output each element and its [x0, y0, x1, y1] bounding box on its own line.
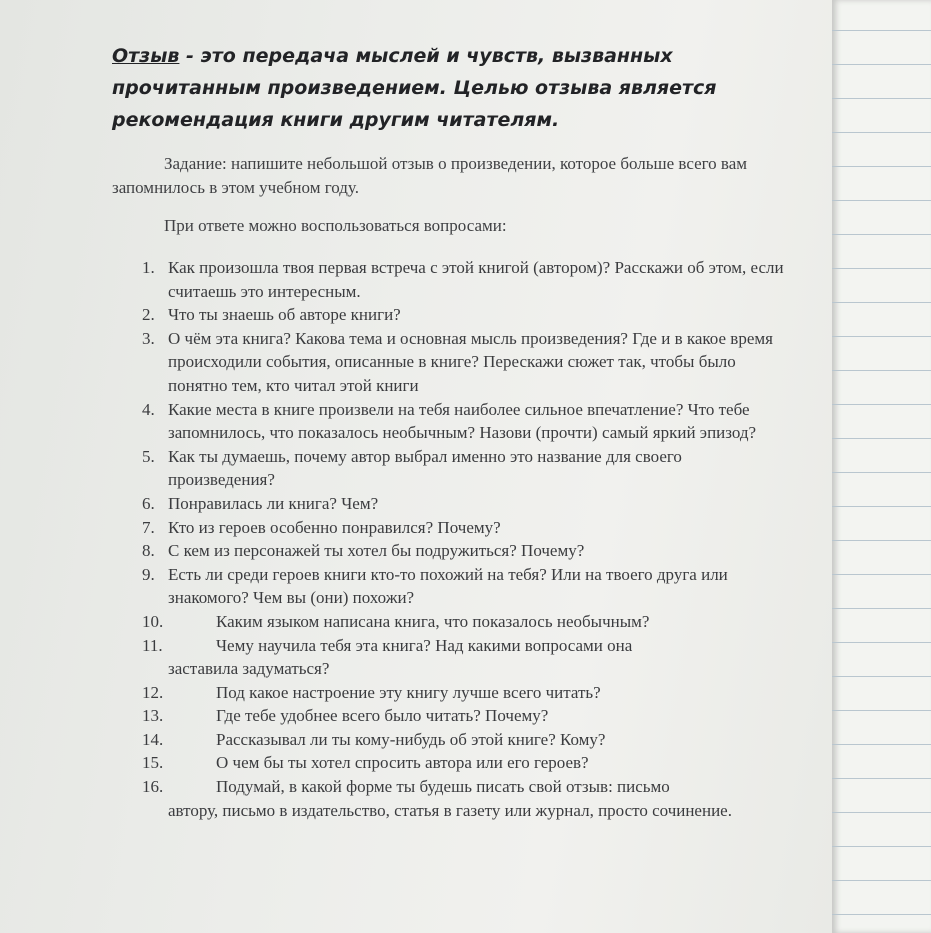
notebook-rule [832, 778, 931, 779]
question-text: Что ты знаешь об авторе книги? [168, 305, 401, 325]
question-number: 5. [142, 446, 155, 466]
list-item [112, 634, 792, 681]
list-item [112, 327, 792, 398]
review-definition-text: - это передача мыслей и чувств, вызванных прочитанным произведением. Целью отзыва является рекомендация книги другим читателям. [112, 45, 717, 131]
notebook-rule [832, 336, 931, 337]
list-item [112, 445, 792, 492]
list-item [112, 775, 792, 822]
notebook-rule [832, 98, 931, 99]
list-item [112, 516, 792, 540]
notebook-page-edge [832, 0, 931, 933]
document-body [112, 40, 792, 822]
question-text-continued: заставила задуматься? [168, 659, 330, 679]
question-text: Подумай, в какой форме ты будешь писать свой отзыв: письмо [216, 777, 670, 797]
notebook-rule [832, 268, 931, 269]
list-item [112, 256, 792, 303]
assignment-text: Задание: напишите небольшой отзыв о произведении, которое больше всего вам запомнилось в этом учебном году. [112, 154, 748, 197]
question-number: 14. [142, 729, 164, 749]
list-item [112, 303, 792, 327]
question-text: Чему научила тебя эта книга? Над какими вопросами она [216, 635, 633, 655]
list-item [112, 398, 792, 445]
notebook-rule [832, 846, 931, 847]
questions-hint: При ответе можно воспользоваться вопросами: [164, 216, 507, 235]
notebook-rule [832, 302, 931, 303]
notebook-rule [832, 438, 931, 439]
notebook-rule [832, 370, 931, 371]
notebook-rule [832, 710, 931, 711]
notebook-rule [832, 30, 931, 31]
question-text: Как произошла твоя первая встреча с этой книгой (автором)? Расскажи об этом, если считаешь это интересным. [168, 258, 784, 301]
question-number: 3. [142, 328, 155, 348]
list-item [112, 751, 792, 775]
list-item [112, 492, 792, 516]
notebook-rule [832, 404, 931, 405]
notebook-rule [832, 812, 931, 813]
list-item [112, 610, 792, 634]
question-text: Под какое настроение эту книгу лучше всего читать? [216, 682, 601, 702]
question-number: 2. [142, 305, 155, 325]
question-number: 4. [142, 399, 155, 419]
question-number: 8. [142, 541, 155, 561]
notebook-rule [832, 234, 931, 235]
question-text: О чем бы ты хотел спросить автора или его героев? [216, 753, 589, 773]
question-text: Понравилась ли книга? Чем? [168, 493, 379, 513]
notebook-rule [832, 540, 931, 541]
question-number: 11. [142, 635, 163, 655]
question-text: С кем из персонажей ты хотел бы подружиться? Почему? [168, 541, 585, 561]
question-number: 16. [142, 777, 164, 797]
list-item [112, 681, 792, 705]
review-term: Отзыв [112, 45, 180, 67]
question-text: Какие места в книге произвели на тебя наиболее сильное впечатление? Что тебе запомнилось, что показалось необычным? Назови (прочти) самый яркий эпизод? [168, 399, 757, 443]
review-definition [112, 40, 792, 136]
question-text: Как ты думаешь, почему автор выбрал именно это название для своего произведения? [168, 446, 682, 490]
question-text: Кто из героев особенно понравился? Почему? [168, 517, 501, 537]
question-text: Каким языком написана книга, что показалось необычным? [216, 611, 650, 631]
notebook-rule [832, 200, 931, 201]
list-item [112, 704, 792, 728]
notebook-rule [832, 472, 931, 473]
question-list [112, 256, 792, 822]
question-number: 9. [142, 564, 155, 584]
list-item [112, 728, 792, 752]
list-item [112, 563, 792, 610]
question-text-continued: автору, письмо в издательство, статья в газету или журнал, просто сочинение. [168, 800, 732, 820]
question-text: Где тебе удобнее всего было читать? Почему? [216, 706, 549, 726]
notebook-rule [832, 744, 931, 745]
question-number: 7. [142, 517, 155, 537]
notebook-rule [832, 506, 931, 507]
notebook-rule [832, 676, 931, 677]
question-number: 12. [142, 682, 164, 702]
notebook-rule [832, 574, 931, 575]
notebook-rule [832, 132, 931, 133]
notebook-rule [832, 642, 931, 643]
notebook-rule [832, 608, 931, 609]
question-text: Рассказывал ли ты кому-нибудь об этой книге? Кому? [216, 729, 606, 749]
question-text: О чём эта книга? Какова тема и основная мысль произведения? Где и в какое время происходили события, описанные в книге? Перескажи сюжет так, чтобы было понятно тем, кто читал этой книги [168, 328, 773, 395]
question-number: 13. [142, 706, 164, 726]
list-item [112, 539, 792, 563]
notebook-rule [832, 64, 931, 65]
notebook-rule [832, 166, 931, 167]
notebook-rule [832, 880, 931, 881]
question-number: 15. [142, 753, 164, 773]
question-number: 1. [142, 258, 155, 277]
question-number: 10. [142, 611, 164, 631]
question-number: 6. [142, 493, 155, 513]
question-text: Есть ли среди героев книги кто-то похожий на тебя? Или на твоего друга или знакомого? Чем вы (они) похожи? [168, 564, 728, 608]
notebook-rule [832, 914, 931, 915]
